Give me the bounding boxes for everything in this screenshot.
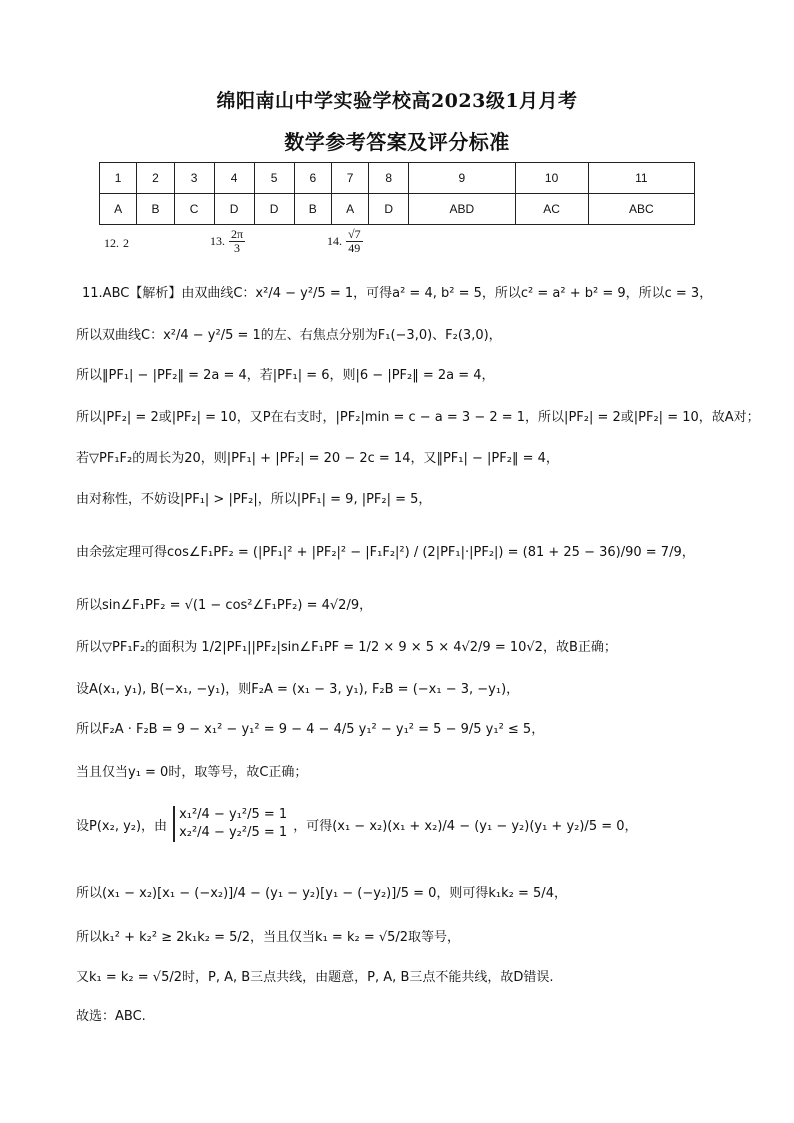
fill-in-q14 <box>327 228 363 254</box>
page-subtitle: 数学参考答案及评分标准 <box>284 130 510 154</box>
table-cell: B <box>294 194 331 225</box>
solution-line-11: 所以F₂A · F₂B = 9 − x₁² − y₁² = 9 − 4 − 4/5 y₁² − y₁² = 5 − 9/5 y₁² ≤ 5， <box>76 722 545 737</box>
table-cell: D <box>369 194 409 225</box>
q13-denominator: 3 <box>234 240 241 255</box>
fill-in-q12 <box>104 236 129 251</box>
equation-system <box>173 806 287 842</box>
table-cell: 10 <box>515 163 588 194</box>
solution-line-15: 所以k₁² + k₂² ≥ 2k₁k₂ = 5/2，当且仅当k₁ = k₂ = √5/2取等号， <box>76 930 461 945</box>
table-cell: A <box>331 194 368 225</box>
table-cell: D <box>254 194 294 225</box>
solution-line-5: 若▽PF₁F₂的周长为20，则|PF₁| + |PF₂| = 20 − 2c = 14，又‖PF₁| − |PF₂‖ = 4， <box>76 451 559 466</box>
page-title: 绵阳南山中学实验学校高2023级1月月考 <box>216 90 578 112</box>
solution-line-13-suffix: ，可得(x₁ − x₂)(x₁ + x₂)/4 − (y₁ − y₂)(y₁ + y₂)/5 = 0， <box>293 818 638 834</box>
solution-line-6: 由对称性，不妨设|PF₁| > |PF₂|，所以|PF₁| = 9, |PF₂| = 5， <box>76 492 432 507</box>
solution-line-16: 又k₁ = k₂ = √5/2时，P, A, B三点共线，由题意，P, A, B三点不能共线，故D错误. <box>76 970 554 985</box>
q14-numerator: √7 <box>348 227 361 241</box>
q12-label: 12. <box>104 236 119 250</box>
table-cell: B <box>137 194 174 225</box>
table-cell: ABD <box>409 194 515 225</box>
fill-in-q13 <box>210 228 245 254</box>
answer-table <box>99 162 695 225</box>
q13-numerator: 2π <box>231 227 244 241</box>
q13-label: 13. <box>210 233 225 248</box>
answer-table-answer-row <box>100 194 695 225</box>
table-cell: 3 <box>174 163 214 194</box>
solution-line-9: 所以▽PF₁F₂的面积为 1/2|PF₁||PF₂|sin∠F₁PF = 1/2 × 9 × 5 × 4√2/9 = 10√2，故B正确； <box>76 640 617 655</box>
table-cell: D <box>214 194 254 225</box>
solution-line-7: 由余弦定理可得cos∠F₁PF₂ = (|PF₁|² + |PF₂|² − |F₁F₂|²) / (2|PF₁|·|PF₂|) = (81 + 25 − 36)/90 = 7/9， <box>76 545 695 560</box>
q12-value: 2 <box>123 236 129 250</box>
q14-fraction <box>346 228 363 254</box>
table-cell: ABC <box>588 194 694 225</box>
table-cell: 9 <box>409 163 515 194</box>
solution-line-13 <box>76 806 726 842</box>
solution-line-8: 所以sin∠F₁PF₂ = √(1 − cos²∠F₁PF₂) = 4√2/9， <box>76 598 373 613</box>
answer-table-number-row <box>100 163 695 194</box>
solution-line-13-prefix: 设P(x₂, y₂)，由 <box>76 818 168 834</box>
table-cell: 1 <box>100 163 137 194</box>
q14-denominator: 49 <box>348 240 361 255</box>
q13-fraction <box>229 228 245 254</box>
table-cell: C <box>174 194 214 225</box>
table-cell: 7 <box>331 163 368 194</box>
solution-line-3: 所以‖PF₁| − |PF₂‖ = 2a = 4，若|PF₁| = 6，则|6 − |PF₂‖ = 2a = 4， <box>76 368 495 383</box>
table-cell: A <box>100 194 137 225</box>
q14-label: 14. <box>327 233 342 248</box>
solution-line-4: 所以|PF₂| = 2或|PF₂| = 10，又P在右支时，|PF₂|min = c − a = 3 − 2 = 1，所以|PF₂| = 2或|PF₂| = 10，故A对； <box>76 410 760 425</box>
table-cell: 4 <box>214 163 254 194</box>
table-cell: 2 <box>137 163 174 194</box>
table-cell: 11 <box>588 163 694 194</box>
table-cell: 8 <box>369 163 409 194</box>
table-cell: 5 <box>254 163 294 194</box>
system-equation-1: x₁²/4 − y₁²/5 = 1 <box>179 807 288 822</box>
table-cell: AC <box>515 194 588 225</box>
system-equation-2: x₂²/4 − y₂²/5 = 1 <box>179 825 288 841</box>
solution-line-12: 当且仅当y₁ = 0时，取等号，故C正确； <box>76 765 308 780</box>
solution-line-14: 所以(x₁ − x₂)[x₁ − (−x₂)]/4 − (y₁ − y₂)[y₁ − (−y₂)]/5 = 0，则可得k₁k₂ = 5/4， <box>76 886 567 901</box>
solution-line-2: 所以双曲线C：x²/4 − y²/5 = 1的左、右焦点分别为F₁(−3,0)、F₂(3,0)， <box>76 328 502 343</box>
solution-line-1: 11.ABC【解析】由双曲线C：x²/4 − y²/5 = 1，可得a² = 4, b² = 5，所以c² = a² + b² = 9，所以c = 3， <box>82 286 713 301</box>
solution-line-17: 故选：ABC. <box>76 1009 146 1024</box>
table-cell: 6 <box>294 163 331 194</box>
solution-line-10: 设A(x₁, y₁), B(−x₁, −y₁)，则F₂A = (x₁ − 3, y₁), F₂B = (−x₁ − 3, −y₁)， <box>76 682 520 697</box>
